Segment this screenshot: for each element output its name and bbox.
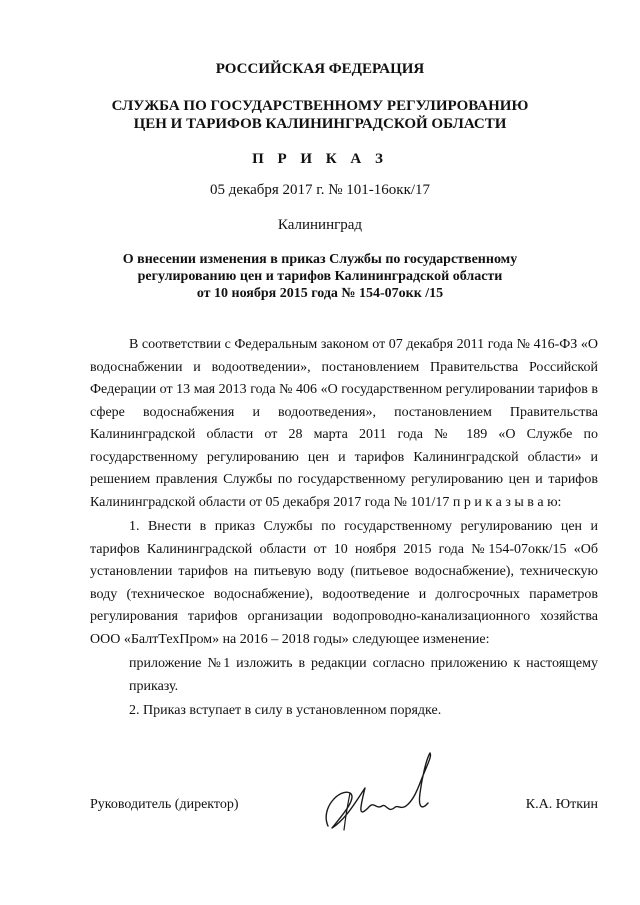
agency-name-line2: ЦЕН И ТАРИФОВ КАЛИНИНГРАДСКОЙ ОБЛАСТИ [133,116,507,132]
preamble-paragraph: В соответствии с Федеральным законом от 07 декабря 2011 года № 416-ФЗ «О водоснабжении и водоотведении», постановлением Правительства Российской Федерации от 13 мая 2013 года № 406 «О государственном регулировании тарифов в сфере водоснабжения и водоотведения», постановлением Правительства Калининградской области от 28 марта 2011 года № 189 «О Службе по государственному регулированию цен и тарифов Калининградской области» и решением правления Службы по государственному регулированию цен и тарифов Калининградской области от 05 декабря 2017 года № 101/17 п р и к а з ы в а ю: [90,337,598,510]
item-2-paragraph: 2. Приказ вступает в силу в установленном порядке. [129,703,442,718]
agency-name-line1: СЛУЖБА ПО ГОСУДАРСТВЕННОМУ РЕГУЛИРОВАНИЮ [111,98,529,114]
handwritten-signature [310,748,460,838]
item-1-sub-paragraph: приложение №1 изложить в редакции согласно приложению к настоящему приказу. [129,656,598,694]
item-1-paragraph: 1. Внести в приказ Службы по государственному регулированию цен и тарифов Калининградской области от 10 ноября 2015 года №154-07окк/15 «Об установлении тарифов на питьевую воду (питьевое водоснабжение), техническую воду (техническое водоснабжение), водоотведение и долгосрочных параметров регулирования тарифов организации водопроводно-канализационного хозяйства ООО «БалтТехПром» на 2016 – 2018 годы» следующее изменение: [90,519,598,647]
subject-line2: регулированию цен и тарифов Калининградской области [137,269,503,284]
subject-line3: от 10 ноября 2015 года № 154-07окк /15 [196,286,444,301]
country-heading: РОССИЙСКАЯ ФЕДЕРАЦИЯ [215,61,425,77]
signatory-name: К.А. Юткин [525,797,598,812]
signatory-position: Руководитель (директор) [90,797,239,812]
city: Калининград [277,217,363,233]
order-body [90,334,598,723]
date-number: 05 декабря 2017 г. № 101-16окк/17 [209,182,431,198]
subject-line1: О внесении изменения в приказ Службы по государственному [122,252,518,267]
document-type: П Р И К А З [252,151,388,167]
